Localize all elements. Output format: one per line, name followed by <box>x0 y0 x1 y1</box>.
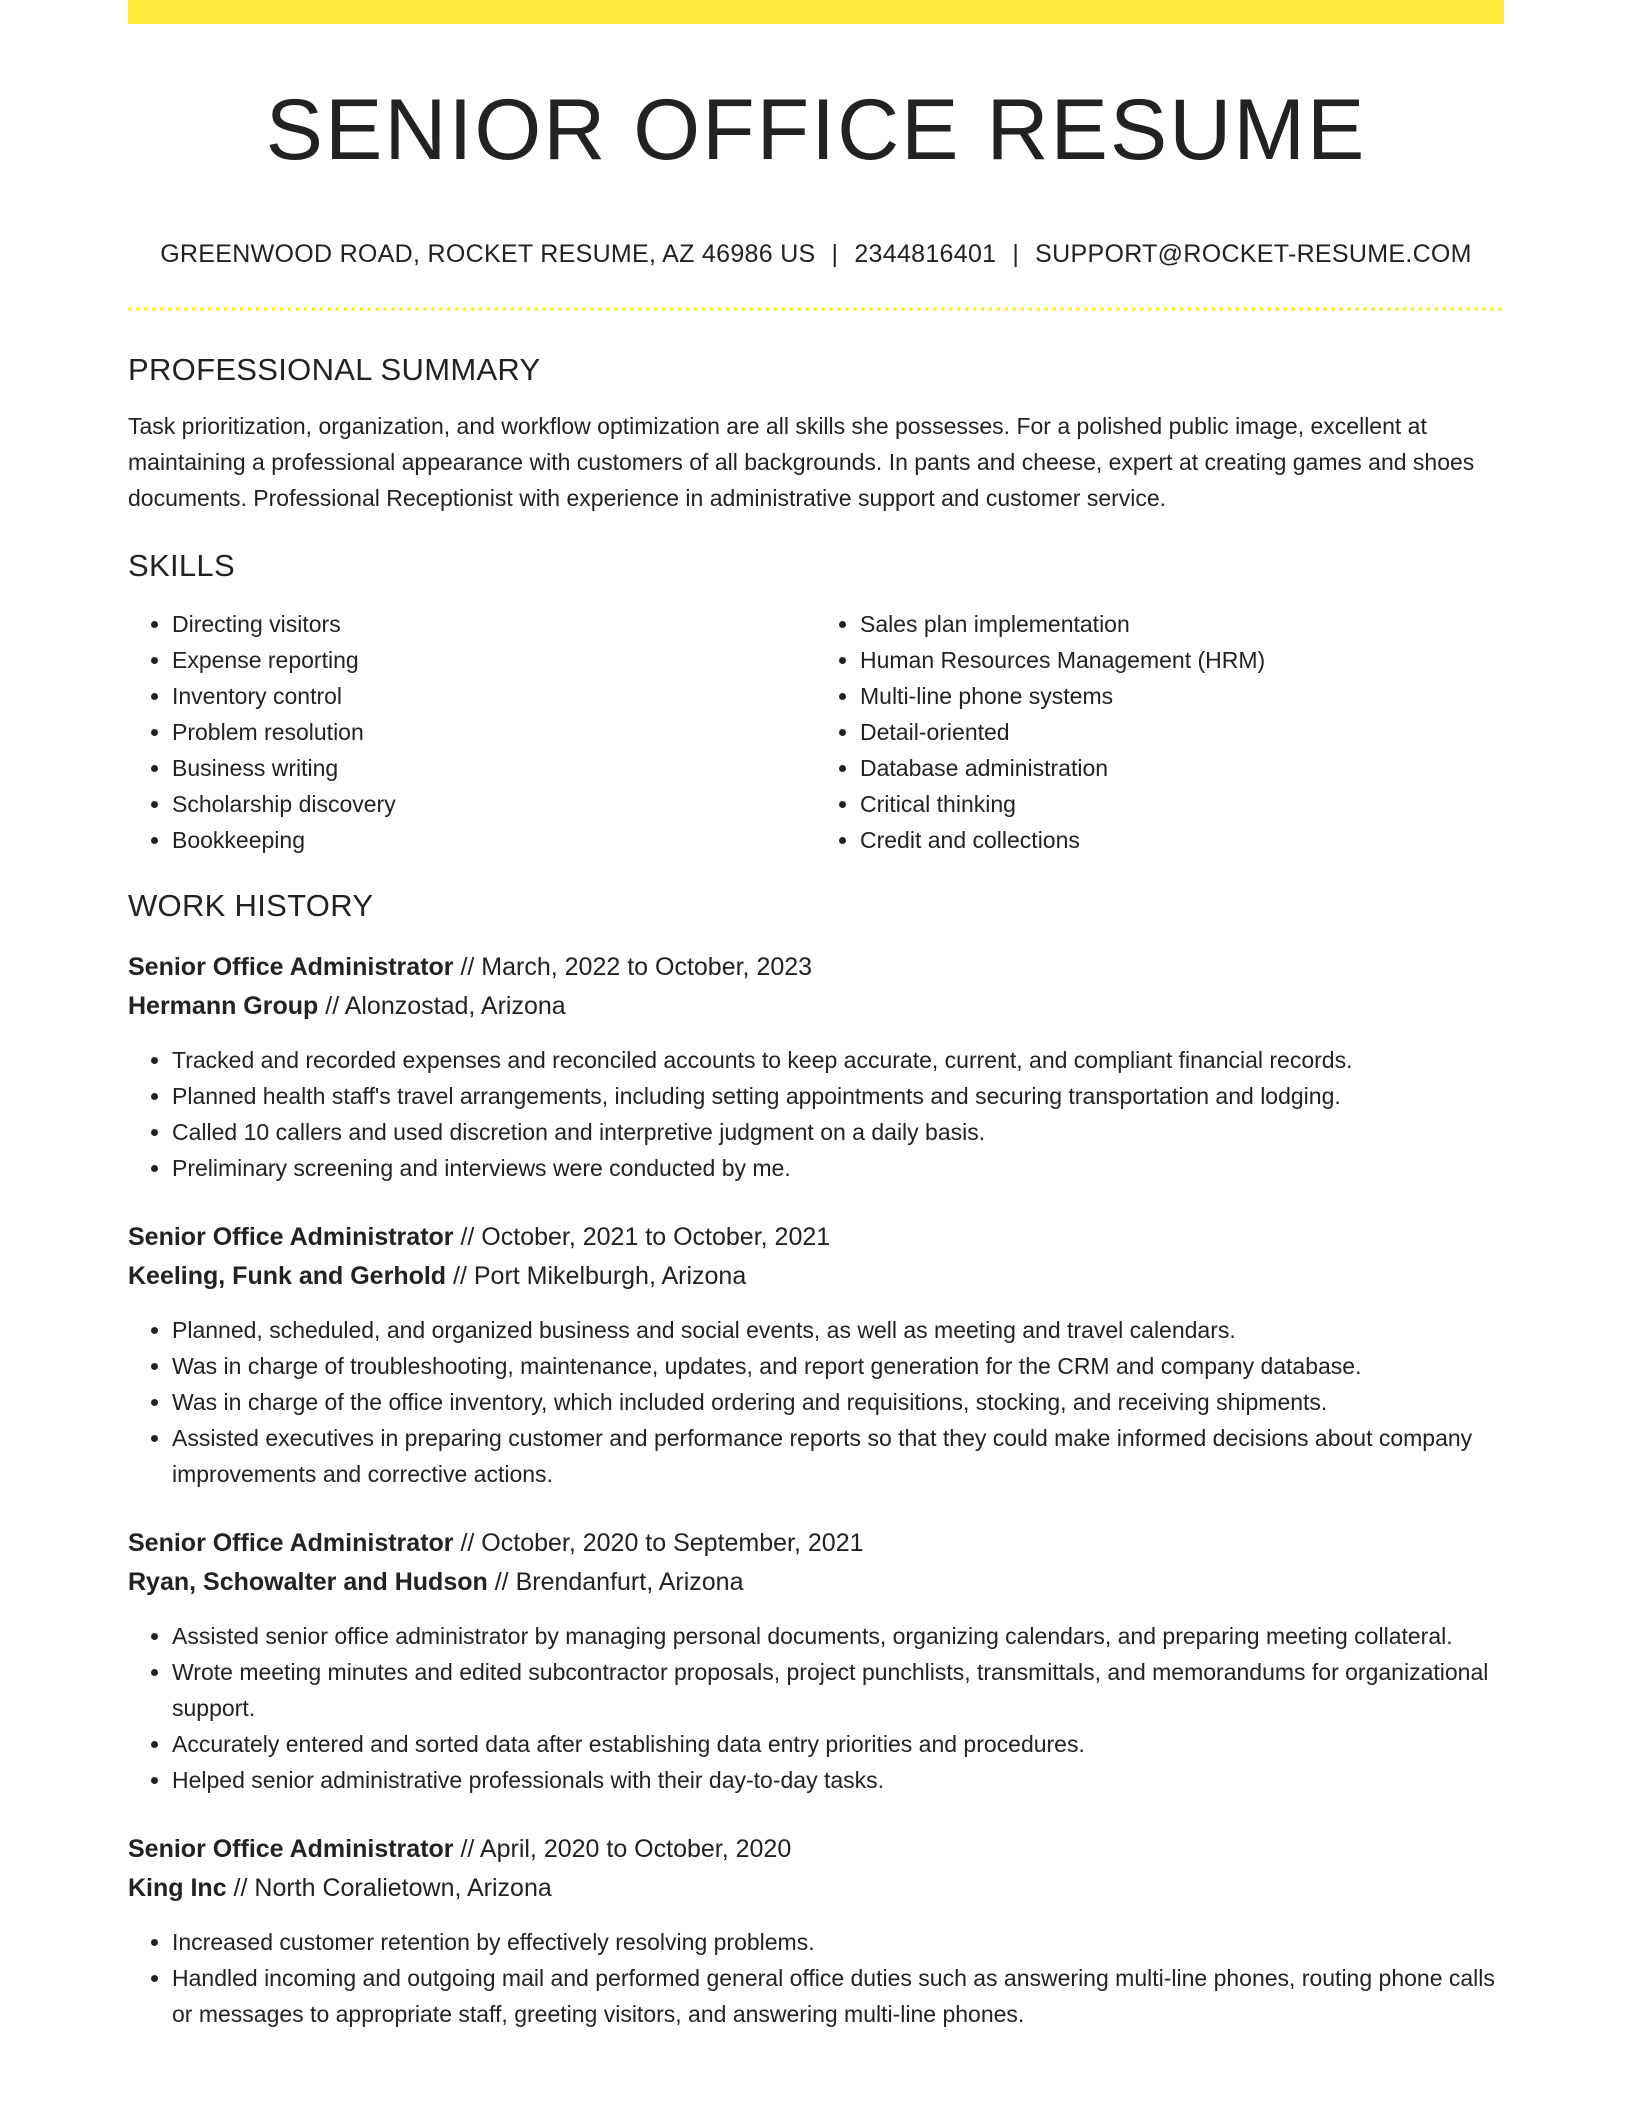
skill-item: • Problem resolution <box>172 714 816 750</box>
contact-separator: | <box>831 240 839 268</box>
skills-section <box>128 546 1504 858</box>
job-title: Senior Office Administrator <box>128 1529 454 1557</box>
contact-line <box>128 236 1504 272</box>
job-title-line <box>128 948 1504 987</box>
job-title-line <box>128 1830 1504 1869</box>
dotted-divider <box>128 307 1504 311</box>
job-location: // Alonzostad, Arizona <box>318 992 566 1020</box>
job-title-line <box>128 1524 1504 1563</box>
summary-section <box>128 350 1504 516</box>
job-company: Hermann Group <box>128 992 319 1020</box>
job-bullets <box>128 1924 1504 2032</box>
email: SUPPORT@ROCKET-RESUME.COM <box>1035 240 1472 268</box>
job-bullet: • Tracked and recorded expenses and reconciled accounts to keep accurate, current, and compliant financial records. <box>172 1042 1504 1078</box>
job-bullet: • Helped senior administrative professionals with their day-to-day tasks. <box>172 1762 1504 1798</box>
job-bullet: • Was in charge of troubleshooting, maintenance, updates, and report generation for the CRM and company database. <box>172 1348 1504 1384</box>
skill-item: • Multi-line phone systems <box>860 678 1504 714</box>
job-bullet: • Accurately entered and sorted data after establishing data entry priorities and procedures. <box>172 1726 1504 1762</box>
job-entry <box>128 1524 1504 1798</box>
skill-item: • Directing visitors <box>172 606 816 642</box>
skill-item: • Credit and collections <box>860 822 1504 858</box>
job-title: Senior Office Administrator <box>128 953 454 981</box>
job-dates: // October, 2020 to September, 2021 <box>453 1529 864 1557</box>
job-title-line <box>128 1218 1504 1257</box>
resume-content <box>128 350 1504 2032</box>
contact-separator: | <box>1012 240 1020 268</box>
accent-top-bar <box>128 0 1504 24</box>
skills-right-list <box>816 606 1504 858</box>
job-bullets <box>128 1618 1504 1798</box>
skill-item: • Inventory control <box>172 678 816 714</box>
job-company: Keeling, Funk and Gerhold <box>128 1262 447 1290</box>
job-location: // Port Mikelburgh, Arizona <box>446 1262 747 1290</box>
job-title: Senior Office Administrator <box>128 1835 454 1863</box>
job-bullet: • Preliminary screening and interviews were conducted by me. <box>172 1150 1504 1186</box>
job-entry <box>128 1830 1504 2032</box>
skill-item: • Bookkeeping <box>172 822 816 858</box>
job-dates: // March, 2022 to October, 2023 <box>453 953 813 981</box>
skill-item: • Expense reporting <box>172 642 816 678</box>
skills-left-list <box>128 606 816 858</box>
phone: 2344816401 <box>854 240 997 268</box>
job-bullet: • Wrote meeting minutes and edited subcontractor proposals, project punchlists, transmittals, and memorandums for organizational support. <box>172 1654 1504 1726</box>
job-bullet: • Assisted senior office administrator by managing personal documents, organizing calendars, and preparing meeting collateral. <box>172 1618 1504 1654</box>
skill-item: • Business writing <box>172 750 816 786</box>
job-entry <box>128 1218 1504 1492</box>
skill-item: • Scholarship discovery <box>172 786 816 822</box>
job-company-line <box>128 987 1504 1026</box>
work-history-section <box>128 886 1504 2032</box>
job-bullet: • Increased customer retention by effectively resolving problems. <box>172 1924 1504 1960</box>
resume-title: SENIOR OFFICE RESUME <box>265 82 1367 178</box>
skill-item: • Database administration <box>860 750 1504 786</box>
job-company-line <box>128 1563 1504 1602</box>
job-bullet: • Was in charge of the office inventory, which included ordering and requisitions, stocking, and receiving shipments. <box>172 1384 1504 1420</box>
job-title: Senior Office Administrator <box>128 1223 454 1251</box>
skills-heading: SKILLS <box>128 548 235 583</box>
skills-columns <box>128 606 1504 858</box>
work-history-heading: WORK HISTORY <box>128 888 374 923</box>
job-bullet: • Planned, scheduled, and organized business and social events, as well as meeting and travel calendars. <box>172 1312 1504 1348</box>
skill-item: • Detail-oriented <box>860 714 1504 750</box>
summary-heading: PROFESSIONAL SUMMARY <box>128 352 541 387</box>
job-bullets <box>128 1042 1504 1186</box>
job-entry <box>128 948 1504 1186</box>
job-location: // North Coralietown, Arizona <box>226 1874 552 1902</box>
job-bullet: • Assisted executives in preparing customer and performance reports so that they could make informed decisions about company improvements and corrective actions. <box>172 1420 1504 1492</box>
job-company-line <box>128 1257 1504 1296</box>
job-location: // Brendanfurt, Arizona <box>487 1568 744 1596</box>
skill-item: • Critical thinking <box>860 786 1504 822</box>
job-company: King Inc <box>128 1874 227 1902</box>
job-dates: // October, 2021 to October, 2021 <box>453 1223 831 1251</box>
job-bullet: • Planned health staff's travel arrangements, including setting appointments and securing transportation and lodging. <box>172 1078 1504 1114</box>
job-company: Ryan, Schowalter and Hudson <box>128 1568 488 1596</box>
job-bullets <box>128 1312 1504 1492</box>
address: GREENWOOD ROAD, ROCKET RESUME, AZ 46986 US <box>160 240 816 268</box>
skill-item: • Sales plan implementation <box>860 606 1504 642</box>
summary-text: Task prioritization, organization, and workflow optimization are all skills she possesses. For a polished public image, excellent at maintaining a professional appearance with customers of all backgrounds. In pants and cheese, expert at creating games and shoes documents. Professional Receptionist with experience in administrative support and customer service. <box>128 413 1475 511</box>
skill-item: • Human Resources Management (HRM) <box>860 642 1504 678</box>
job-bullet: • Called 10 callers and used discretion and interpretive judgment on a daily basis. <box>172 1114 1504 1150</box>
job-bullet: • Handled incoming and outgoing mail and performed general office duties such as answering multi-line phones, routing phone calls or messages to appropriate staff, greeting visitors, and answering multi-line phones. <box>172 1960 1504 2032</box>
job-company-line <box>128 1869 1504 1908</box>
job-dates: // April, 2020 to October, 2020 <box>453 1835 792 1863</box>
